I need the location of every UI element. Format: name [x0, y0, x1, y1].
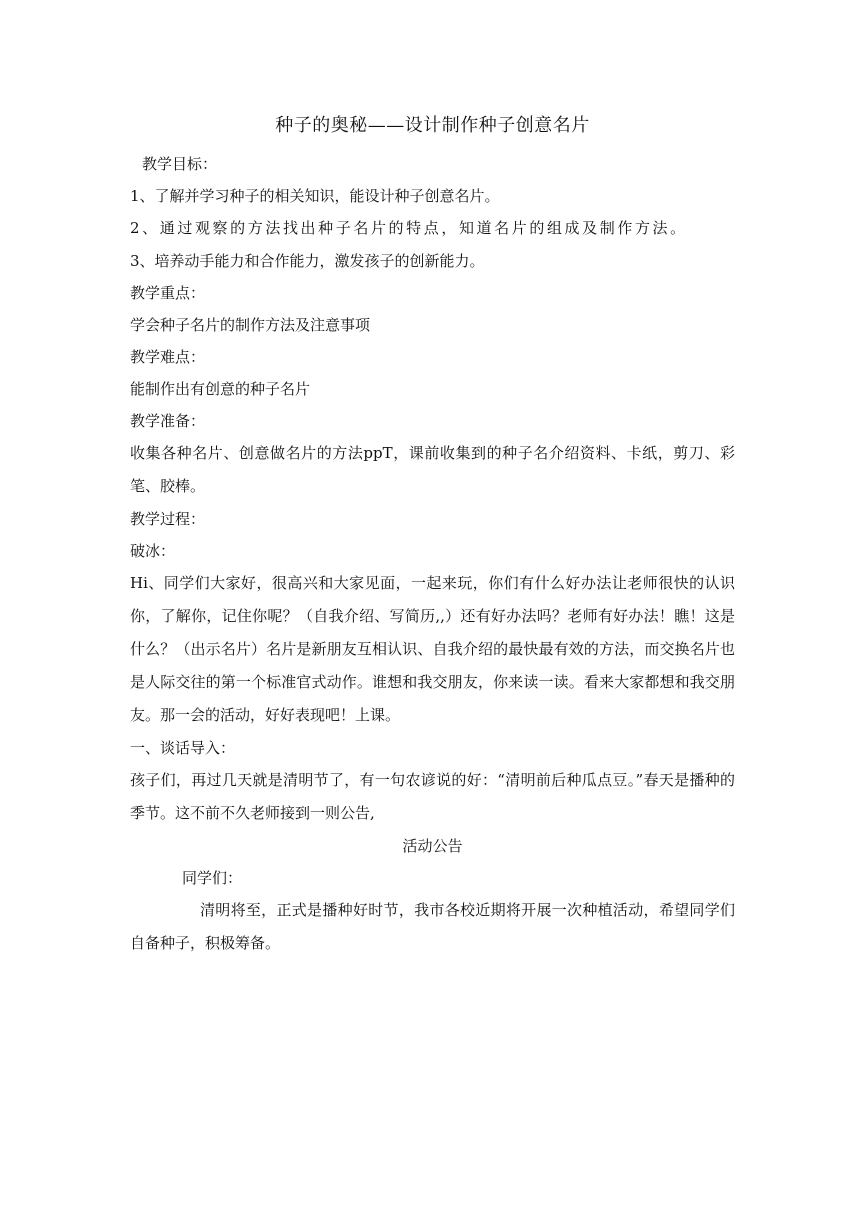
key-points-text: 学会种子名片的制作方法及注意事项	[130, 316, 371, 334]
preparation-heading: 教学准备：	[130, 412, 206, 430]
difficulties-text: 能制作出有创意的种子名片	[130, 380, 311, 398]
notice-title: 活动公告	[402, 837, 463, 855]
preparation-text: 收集各种名片、创意做名片的方法ppT，课前收集到的种子名介绍资料、卡纸，剪刀、彩笔、胶棒。	[130, 444, 735, 495]
objective-1: 1、了解并学习种子的相关知识，能设计种子创意名片。	[130, 187, 500, 205]
notice-greeting: 同学们：	[182, 869, 243, 887]
objectives-heading: 教学目标：	[142, 155, 218, 173]
intro-text: 孩子们，再过几天就是清明节了，有一句农谚说的好：“清明前后种瓜点豆。”春天是播种的季节。这不前不久老师接到一则公告,	[130, 771, 735, 822]
objective-2: 2、通过观察的方法找出种子名片的特点，知道名片的组成及制作方法。	[130, 219, 688, 237]
document-page	[130, 110, 735, 960]
icebreak-heading: 破冰：	[130, 542, 176, 560]
document-title: 种子的奥秘——设计制作种子创意名片	[275, 115, 590, 136]
objective-3: 3、培养动手能力和合作能力，激发孩子的创新能力。	[130, 252, 485, 270]
notice-body: 清明将至，正式是播种好时节，我市各校近期将开展一次种植活动，希望同学们自备种子，积极筹备。	[130, 901, 735, 952]
intro-heading: 一、谈话导入：	[130, 739, 236, 757]
icebreak-text: Hi、同学们大家好，很高兴和大家见面，一起来玩，你们有什么好办法让老师很快的认识你，了解你，记住你呢？（自我介绍、写简历,,）还有好办法吗？老师有好办法！瞧！这是什么？（出示名片）名片是新朋友互相认识、自我介绍的最快最有效的方法，而交换名片也是人际交往的第一个标准官式动作。谁想和我交朋友，你来读一读。看来大家都想和我交朋友。那一会的活动，好好表现吧！上课。	[130, 574, 735, 724]
key-points-heading: 教学重点：	[130, 284, 206, 302]
difficulties-heading: 教学难点：	[130, 348, 206, 366]
process-heading: 教学过程：	[130, 510, 206, 528]
